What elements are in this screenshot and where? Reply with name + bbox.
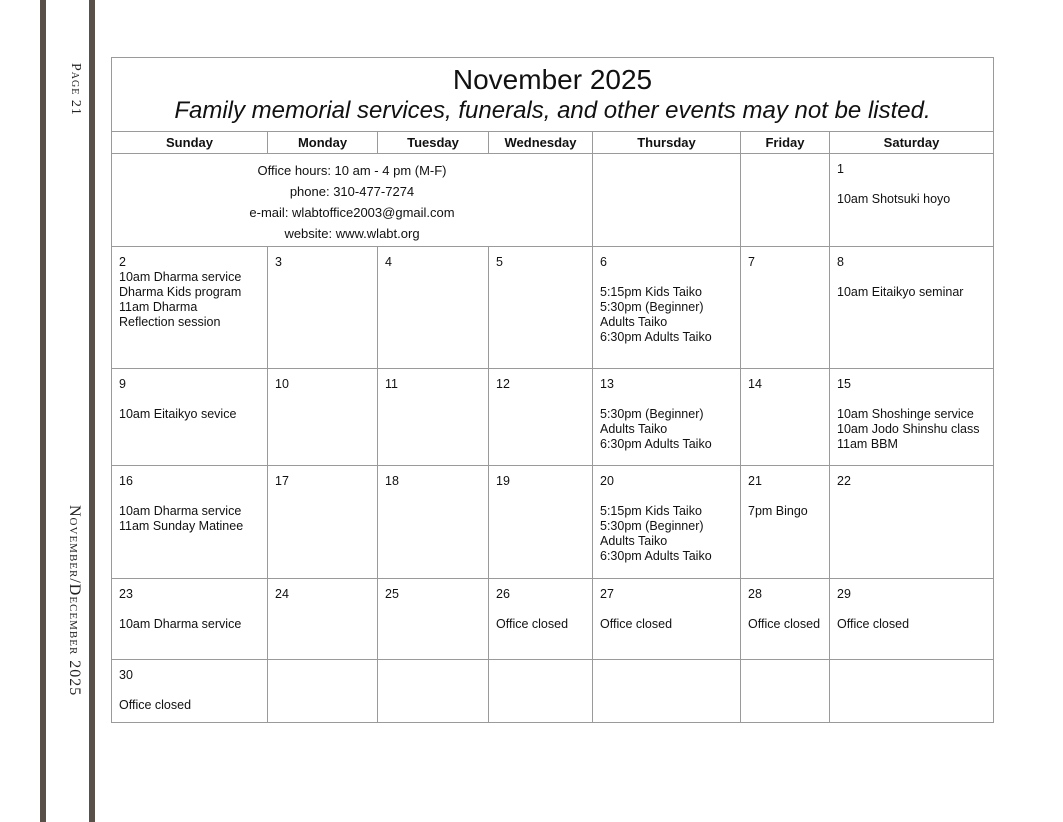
day-header-tuesday: Tuesday	[378, 132, 489, 154]
day-cell	[593, 247, 741, 369]
event-item: Dharma Kids program	[119, 285, 242, 299]
event-item: Office closed	[748, 617, 821, 631]
day-header-sunday: Sunday	[112, 132, 268, 154]
day-cell	[741, 369, 830, 466]
event-item: 10am Jodo Shinshu class	[837, 422, 980, 436]
day-number: 3	[275, 255, 282, 269]
event-item: Adults Taiko	[600, 422, 668, 436]
day-number: 20	[600, 474, 614, 488]
right-border-bar	[89, 0, 95, 822]
office-hours: Office hours: 10 am - 4 pm (M-F)	[257, 163, 447, 178]
event-item: 10am Eitaikyo seminar	[837, 285, 964, 299]
day-cell	[378, 247, 489, 369]
day-cell	[489, 579, 593, 660]
day-number: 18	[385, 474, 399, 488]
day-number: 22	[837, 474, 851, 488]
event-item: 10am Shotsuki hoyo	[837, 192, 951, 206]
day-cell	[268, 466, 378, 579]
day-header-wednesday: Wednesday	[489, 132, 593, 154]
day-header-saturday: Saturday	[830, 132, 993, 154]
event-item: 10am Shoshinge service	[837, 407, 974, 421]
day-header-friday: Friday	[741, 132, 830, 154]
event-item: 6:30pm Adults Taiko	[600, 330, 712, 344]
day-number: 1	[837, 162, 844, 176]
day-number: 4	[385, 255, 392, 269]
day-number: 9	[119, 377, 126, 391]
event-item: Office closed	[600, 617, 673, 631]
day-number: 7	[748, 255, 755, 269]
day-number: 24	[275, 587, 289, 601]
calendar	[111, 57, 994, 723]
day-number: 17	[275, 474, 289, 488]
calendar-header	[112, 58, 993, 132]
day-cell	[112, 579, 268, 660]
office-phone: phone: 310-477-7274	[289, 184, 415, 199]
event-item: 11am Dharma	[119, 300, 198, 314]
day-cell	[741, 579, 830, 660]
day-number: 16	[119, 474, 133, 488]
event-item: Adults Taiko	[600, 315, 668, 329]
day-cell	[268, 247, 378, 369]
day-cell	[489, 247, 593, 369]
day-header-monday: Monday	[268, 132, 378, 154]
day-cell	[112, 466, 268, 579]
day-number: 15	[837, 377, 851, 391]
day-number: 19	[496, 474, 510, 488]
day-cell	[112, 660, 268, 723]
day-cell	[830, 369, 993, 466]
day-number: 25	[385, 587, 399, 601]
office-email: e-mail: wlabtoffice2003@gmail.com	[249, 205, 455, 220]
day-number: 10	[275, 377, 289, 391]
day-cell-empty	[378, 660, 489, 723]
event-item: Adults Taiko	[600, 534, 668, 548]
event-item: 7pm Bingo	[748, 504, 808, 518]
event-item: 5:30pm (Beginner)	[600, 300, 704, 314]
day-cell	[741, 247, 830, 369]
day-number: 2	[119, 255, 126, 269]
day-number: 12	[496, 377, 510, 391]
event-item: Reflection session	[119, 315, 221, 329]
day-cell	[593, 466, 741, 579]
day-number: 26	[496, 587, 510, 601]
left-border-bar	[40, 0, 46, 822]
day-cell	[268, 369, 378, 466]
day-cell	[830, 247, 993, 369]
day-cell	[593, 369, 741, 466]
event-item: Office closed	[496, 617, 569, 631]
day-number: 27	[600, 587, 614, 601]
day-cell	[378, 466, 489, 579]
day-number: 13	[600, 377, 614, 391]
day-cell	[489, 466, 593, 579]
day-cell	[830, 466, 993, 579]
day-cell	[112, 369, 268, 466]
office-website: website: www.wlabt.org	[284, 226, 420, 241]
event-item: 5:30pm (Beginner)	[600, 519, 704, 533]
day-cell	[830, 579, 993, 660]
event-item: 6:30pm Adults Taiko	[600, 437, 712, 451]
day-cell-empty	[830, 660, 993, 723]
day-cell	[741, 466, 830, 579]
event-item: 6:30pm Adults Taiko	[600, 549, 712, 563]
calendar-subtitle: Family memorial services, funerals, and other events may not be listed.	[174, 97, 931, 124]
event-item: 10am Dharma service	[119, 617, 242, 631]
day-number: 14	[748, 377, 762, 391]
day-cell	[378, 369, 489, 466]
calendar-title: November 2025	[452, 64, 653, 95]
day-cell	[378, 579, 489, 660]
day-cell-empty	[741, 660, 830, 723]
event-item: 10am Dharma service	[119, 504, 242, 518]
day-cell-empty	[593, 660, 741, 723]
day-cell	[112, 247, 268, 369]
day-number: 11	[385, 377, 398, 391]
day-cell-empty	[489, 660, 593, 723]
day-number: 6	[600, 255, 607, 269]
day-number: 21	[748, 474, 762, 488]
event-item: Office closed	[119, 698, 192, 712]
office-info	[112, 154, 593, 247]
day-number: 29	[837, 587, 851, 601]
day-number: 23	[119, 587, 133, 601]
day-cell-empty	[268, 660, 378, 723]
calendar-grid	[112, 132, 993, 723]
day-cell-empty	[593, 154, 741, 247]
day-number: 30	[119, 668, 133, 682]
day-cell-empty	[741, 154, 830, 247]
page-number: Page 21	[68, 63, 83, 116]
page-month-label: November/December 2025	[66, 505, 83, 697]
day-cell	[830, 154, 993, 247]
event-item: 5:15pm Kids Taiko	[600, 504, 702, 518]
day-number: 8	[837, 255, 844, 269]
event-item: 11am BBM	[837, 437, 898, 451]
event-item: 11am Sunday Matinee	[119, 519, 244, 533]
event-item: Office closed	[837, 617, 910, 631]
event-item: 5:15pm Kids Taiko	[600, 285, 702, 299]
day-cell	[593, 579, 741, 660]
day-number: 28	[748, 587, 762, 601]
event-item: 5:30pm (Beginner)	[600, 407, 704, 421]
day-number: 5	[496, 255, 503, 269]
event-item: 10am Dharma service	[119, 270, 242, 284]
day-header-thursday: Thursday	[593, 132, 741, 154]
day-cell	[268, 579, 378, 660]
event-item: 10am Eitaikyo sevice	[119, 407, 237, 421]
day-cell	[489, 369, 593, 466]
